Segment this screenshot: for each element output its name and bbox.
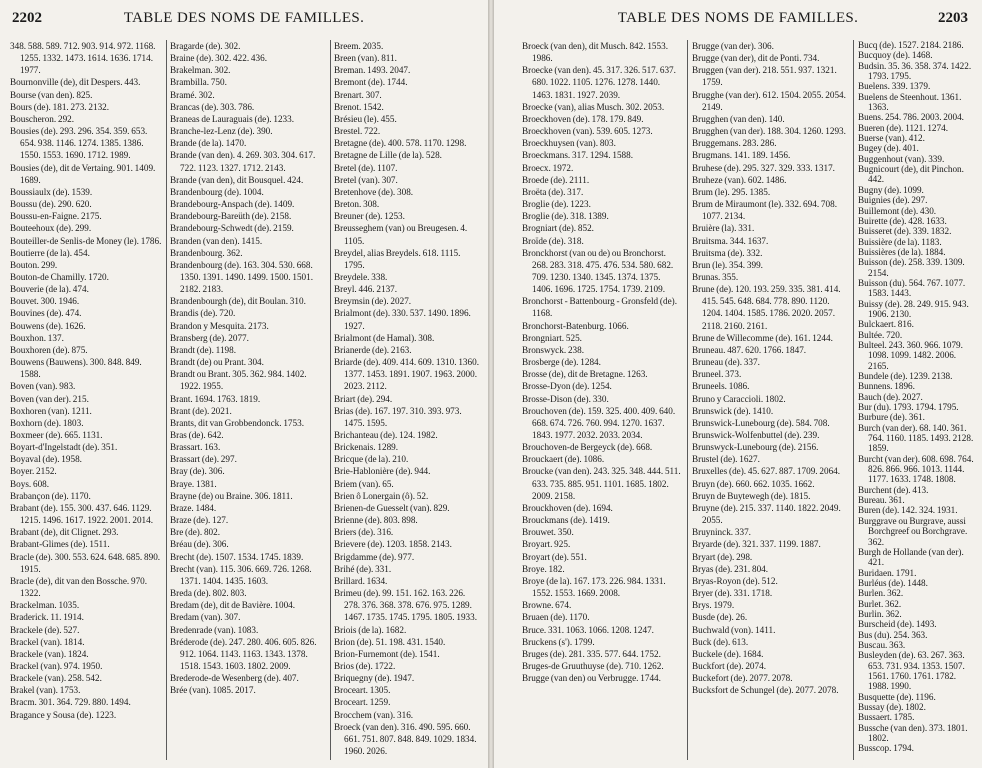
index-entry: Bouscheron. 292. <box>10 113 75 124</box>
index-entry: Bultée. 720. <box>858 329 903 340</box>
right-page-header <box>494 8 982 32</box>
index-entry: Bucq (de). 1527. 2184. 2186. <box>858 40 964 50</box>
index-entry: Brimeu (de). 99. 151. 162. 163. 226. 278. 376. 368. 378. 676. 975. 1289. 1467. 1735. 1745. 1795. 1805. 1933. <box>334 588 478 623</box>
index-entry: Boxhoren (van). 1211. <box>10 405 92 416</box>
index-entry: Bunnens. 1896. <box>858 381 915 392</box>
index-entry: Brecht (de). 1507. 1534. 1745. 1839. <box>170 551 304 562</box>
index-entry: Boussu (de). 290. 620. <box>10 199 92 210</box>
index-entry: Brienne (de). 803. 898. <box>334 515 418 526</box>
index-column <box>334 40 482 762</box>
index-entry: Brackele (van). 1824. <box>10 648 89 659</box>
index-entry: Brassart. 163. <box>170 442 221 453</box>
right-page-title: TABLE DES NOMS DE FAMILLES. <box>617 10 859 26</box>
index-entry: Brayne (de) ou Braine. 306. 1811. <box>170 490 293 501</box>
index-entry: Bussche (van den). 373. 1801. 1802. <box>858 722 968 744</box>
index-entry: Brackele (de). 527. <box>10 624 80 635</box>
index-entry: Brackel (van). 1814. <box>10 636 85 647</box>
index-entry: Brakel (van). 1753. <box>10 685 81 696</box>
index-entry: Braine (de). 302. 422. 436. <box>170 53 267 64</box>
index-entry: Brosse-Dyon (de). 1254. <box>522 381 612 392</box>
index-entry: Bugny (de). 1099. <box>858 184 924 195</box>
index-entry: Brugge (van der), dit de Ponti. 734. <box>692 53 820 64</box>
index-entry: Brion-Furnemont (de). 1541. <box>334 648 440 659</box>
index-entry: Bruggemans. 283. 286. <box>692 138 777 149</box>
index-entry: Bueren (de). 1121. 1274. <box>858 122 949 133</box>
index-entry: Bouton-de Chamilly. 1720. <box>10 271 109 282</box>
index-entry: Bouverie (de la). 474. <box>10 284 89 295</box>
index-entry: Bracm. 301. 364. 729. 880. 1494. <box>10 697 131 708</box>
index-entry: Bragarde (de). 302. <box>170 41 241 51</box>
index-entry: Bre (de). 802. <box>170 527 221 538</box>
index-entry: Budsin. 35. 36. 358. 374. 1422. 1793. 1795. <box>858 60 972 82</box>
index-entry: Bronckhorst (van ou de) ou Bronchorst. 268. 283. 318. 475. 476. 534. 580. 682. 709. 1230. 1340. 1345. 1374. 1375. 1406. 1696. 1725. 1754. 1739. 2109. <box>522 247 674 295</box>
index-entry: Bouwens (de). 1626. <box>10 320 86 331</box>
index-entry: Broeckhuysen (van). 803. <box>522 138 616 149</box>
index-entry: Breda (de). 802. 803. <box>170 588 247 599</box>
index-entry: Buchwald (von). 1411. <box>692 624 776 635</box>
index-entry: Braye. 1381. <box>170 478 217 489</box>
index-entry: Brichanteau (de). 124. 1982. <box>334 430 438 440</box>
index-entry: Broye (de la). 167. 173. 226. 984. 1331. 1552. 1553. 1669. 2008. <box>522 575 666 599</box>
index-entry: Burlin. 362. <box>858 608 902 619</box>
index-entry: Brackel (van). 974. 1950. <box>10 660 103 671</box>
index-entry: Boven (van der). 215. <box>10 393 89 404</box>
index-entry: Broeck (van den), dit Musch. 842. 1553. 1986. <box>522 41 669 64</box>
index-entry: Burscheid (de). 1493. <box>858 619 937 630</box>
index-entry: Bournonville (de), dit Despers. 443. <box>10 77 141 88</box>
index-entry: Burgh de Hollande (van der). 421. <box>858 546 964 568</box>
index-entry: Buignies (de). 297. <box>858 195 928 206</box>
index-entry: Bruneau (de). 337. <box>692 357 760 368</box>
index-entry: Breem. 2035. <box>334 41 384 51</box>
index-entry: Braze (de). 127. <box>170 515 229 526</box>
index-entry: Bretagne de Lille (de la). 528. <box>334 150 442 161</box>
index-entry: Bramé. 302. <box>170 89 215 100</box>
index-entry: Brunswick (de). 1410. <box>692 405 774 416</box>
index-entry: Brenart. 307. <box>334 89 382 100</box>
index-entry: Bussay (de). 1802. <box>858 702 926 712</box>
index-entry: Brakelman. 302. <box>170 65 231 76</box>
index-entry: Brackelman. 1035. <box>10 600 80 611</box>
index-entry: Broyart. 925. <box>522 539 571 550</box>
column-divider <box>687 40 688 760</box>
index-entry: Buckele (de). 1684. <box>692 648 764 659</box>
index-entry: Bruno y Caraccioli. 1802. <box>692 393 786 404</box>
index-entry: Broceart. 1305. <box>334 685 391 696</box>
index-entry: Broëta (de). 317. <box>522 186 584 197</box>
index-entry: Brigdamme (de). 977. <box>334 551 415 562</box>
index-entry: Buridaen. 1791. <box>858 567 917 578</box>
index-entry: Bruneels. 1086. <box>692 381 750 392</box>
index-entry: Bray (de). 306. <box>170 466 225 477</box>
index-entry: Broecx. 1972. <box>522 162 574 173</box>
index-entry: Buck (de). 613. <box>692 636 749 647</box>
index-entry: Bronchorst - Battenbourg - Gronsfeld (de). 1168. <box>522 296 678 319</box>
index-entry: Brande (de la). 1470. <box>170 138 247 149</box>
index-entry: Broeckmans. 317. 1294. 1588. <box>522 150 634 161</box>
index-entry: Brun (le). 354. 399. <box>692 259 763 270</box>
index-entry: Brys. 1979. <box>692 600 735 611</box>
index-entry: Brillard. 1634. <box>334 575 388 586</box>
index-column <box>522 40 682 762</box>
index-entry: Bryarde (de). 321. 337. 1199. 1887. <box>692 539 821 550</box>
index-entry: Brésieu (le). 455. <box>334 113 397 124</box>
index-entry: Bureau. 361. <box>858 495 905 506</box>
index-entry: Bruges (de). 281. 335. 577. 644. 1752. <box>522 648 661 659</box>
index-entry: Bruheze (van). 602. 1486. <box>692 174 787 185</box>
index-entry: Bruxelles (de). 45. 627. 887. 1709. 2064. <box>692 466 841 477</box>
index-entry: Bruyn de Buytewegh (de). 1815. <box>692 490 811 501</box>
index-entry: Broyart (de). 551. <box>522 551 587 562</box>
index-entry: Bouton. 299. <box>10 259 58 270</box>
index-entry: Buisson (de). 258. 339. 1309. 2154. <box>858 257 965 278</box>
index-entry: Boyer. 2152. <box>10 466 57 477</box>
index-entry: Boxhorn (de). 1803. <box>10 417 84 428</box>
index-entry: Bur (du). 1793. 1794. 1795. <box>858 402 959 413</box>
left-page-title: TABLE DES NOMS DE FAMILLES. <box>123 10 365 26</box>
index-entry: Bruière (la). 331. <box>692 223 755 234</box>
index-entry: Brandt (de). 1198. <box>170 344 237 355</box>
index-entry: Brongniart. 525. <box>522 332 582 343</box>
index-entry: Browne. 674. <box>522 600 572 611</box>
index-entry: Brune (de). 120. 193. 259. 335. 381. 414. 415. 545. 648. 684. 778. 890. 1120. 1204. 1404. 1585. 1786. 2020. 2057. 2118. 2160. 2161. <box>692 284 841 331</box>
index-entry: Buckfort (de). 2074. <box>692 660 767 671</box>
index-entry: Bauch (de). 2027. <box>858 391 923 402</box>
index-entry: Breton. 308. <box>334 199 380 210</box>
index-entry: Brenot. 1542. <box>334 101 384 112</box>
index-entry: Bugnicourt (de), dit Pinchon. 442. <box>858 164 964 185</box>
index-entry: Brée (van). 1085. 2017. <box>170 685 256 696</box>
index-entry: Bredenrade (van). 1083. <box>170 624 259 635</box>
index-entry: Brugge (van der). 306. <box>692 41 774 51</box>
index-entry: Bruitsma. 344. 1637. <box>692 235 769 246</box>
index-entry: Broceart. 1259. <box>334 697 391 708</box>
index-entry: Breuner (de). 1253. <box>334 211 405 222</box>
index-entry: Brouchoven (de). 159. 325. 400. 409. 640. 668. 674. 726. 760. 994. 1270. 1637. 1843. 1977. 2032. 2033. 2034. <box>522 405 676 440</box>
index-entry: Boussiaulx (de). 1539. <box>10 186 93 197</box>
index-entry: Bruce. 331. 1063. 1066. 1208. 1247. <box>522 624 654 635</box>
index-entry: Bouwens (Bauwens). 300. 848. 849. 1588. <box>10 357 142 380</box>
index-entry: Burcht (van der). 608. 698. 764. 826. 866. 966. 1013. 1144. 1177. 1633. 1748. 1808. <box>858 453 974 485</box>
index-entry: Braze. 1484. <box>170 502 217 513</box>
left-page-header <box>0 8 488 32</box>
index-entry: Breen (van). 811. <box>334 53 397 64</box>
index-entry: Bryart (de). 298. <box>692 551 753 562</box>
index-entry: Broede (de). 2111. <box>522 174 590 185</box>
index-entry: Brandenbourg (de). 1004. <box>170 186 264 197</box>
index-entry: Brant. 1694. 1763. 1819. <box>170 393 261 404</box>
index-entry: Boutierre (de la). 454. <box>10 247 90 258</box>
index-entry: Bryer (de). 331. 1718. <box>692 588 773 599</box>
index-entry: Brabant (de). 155. 300. 437. 646. 1129. 1215. 1496. 1617. 1922. 2001. 2014. <box>10 502 154 526</box>
index-entry: Bousies (de), dit de Vertaing. 901. 1409. 1689. <box>10 162 156 185</box>
index-entry: Brandenbourg. 362. <box>170 247 243 258</box>
index-entry: Buissière (de la). 1183. <box>858 236 942 247</box>
index-entry: Boys. 608. <box>10 478 50 489</box>
index-entry: Bracle (de), dit van den Bossche. 970. 1322. <box>10 575 148 599</box>
index-entry: Breydel, alias Breydels. 618. 1115. 1795. <box>334 247 461 270</box>
index-entry: Bouvines (de). 474. <box>10 308 82 319</box>
index-entry: Bruhese (de). 295. 327. 329. 333. 1317. <box>692 162 835 173</box>
index-entry: Bulckaert. 816. <box>858 319 914 330</box>
right-page <box>494 0 982 768</box>
index-entry: Brackele (van). 258. 542. <box>10 673 102 684</box>
index-entry: Bucksfort de Schungel (de). 2077. 2078. <box>692 685 839 696</box>
index-entry: Buggenhout (van). 339. <box>858 153 945 164</box>
index-entry: Brecht (van). 115. 306. 669. 726. 1268. 1371. 1404. 1435. 1603. <box>170 563 312 586</box>
index-entry: Brihé (de). 331. <box>334 563 392 574</box>
index-entry: Bretel (van). 307. <box>334 174 398 185</box>
index-entry: Brianerde (de). 2163. <box>334 344 412 355</box>
index-entry: Buisson (du). 564. 767. 1077. 1583. 1443. <box>858 277 966 299</box>
index-entry: Buissy (de). 28. 249. 915. 943. 1906. 2130. <box>858 298 969 319</box>
index-entry: Bulteel. 243. 360. 966. 1079. 1098. 1099. 1482. 2006. 2165. <box>858 339 963 371</box>
index-entry: Brancas (de). 303. 786. <box>170 101 255 112</box>
index-entry: Buissières (de la). 1884. <box>858 246 946 257</box>
index-entry: Burggrave ou Burgrave, aussi Borchgreef ou Borchgrave. 362. <box>858 515 968 547</box>
column-divider <box>853 40 854 760</box>
index-entry: Brion (de). 51. 198. 431. 1540. <box>334 636 446 647</box>
index-entry: Brabant (de), dit Clignet. 293. <box>10 527 119 538</box>
index-entry: Broucke (van den). 243. 325. 348. 444. 511. 633. 735. 885. 951. 1101. 1685. 1802. 2009. 2158. <box>522 466 681 501</box>
index-entry: Buisseret (de). 339. 1832. <box>858 226 952 237</box>
index-entry: Bredam (van). 307. <box>170 612 241 623</box>
left-page <box>0 0 488 768</box>
index-entry: Bragance y Sousa (de). 1223. <box>10 709 117 720</box>
index-entry: Burlet. 362. <box>858 598 902 609</box>
index-entry: Brunswick-Lunebourg (de). 584. 708. <box>692 417 830 428</box>
index-entry: Brugghen (van der). 188. 304. 1260. 1293. <box>692 126 846 137</box>
index-entry: Bousies (de). 293. 296. 354. 359. 653. 654. 938. 1146. 1274. 1385. 1386. 1550. 1553. 1690. 1712. 1989. <box>10 126 148 161</box>
index-entry: Buren (de). 142. 324. 1931. <box>858 505 958 516</box>
index-entry: Bourse (van den). 825. <box>10 89 93 100</box>
index-entry: Brievere (de). 1203. 1858. 2143. <box>334 539 452 550</box>
column-divider <box>330 40 331 760</box>
index-entry: Braneas de Lauraguais (de). 1233. <box>170 113 295 124</box>
index-entry: Bouteiller-de Senlis-de Money (le). 1786. <box>10 235 162 246</box>
index-entry: Busleyden (de). 63. 267. 363. 653. 731. 934. 1353. 1507. 1561. 1760. 1761. 1782. 1988. 1990. <box>858 650 965 692</box>
index-entry: Brants, dit van Grobbendonck. 1753. <box>170 417 305 428</box>
index-entry: Bundele (de). 1239. 2138. <box>858 371 953 381</box>
index-entry: Brum de Miraumont (le). 332. 694. 708. 1077. 2134. <box>692 199 838 222</box>
index-entry: Broecke (van), alias Musch. 302. 2053. <box>522 101 665 112</box>
index-entry: Breymsin (de). 2027. <box>334 296 412 307</box>
index-entry: Bruges-de Gruuthuyse (de). 710. 1262. <box>522 660 664 671</box>
index-entry: Brickenais. 1289. <box>334 442 399 453</box>
index-entry: Buelens de Steenhout. 1361. 1363. <box>858 91 962 113</box>
index-entry: Bryas-Royon (de). 512. <box>692 575 778 586</box>
index-entry: Bréderode (de). 247. 280. 406. 605. 826. 912. 1064. 1143. 1163. 1343. 1378. 1518. 1543. 1603. 1802. 2009. <box>170 636 317 671</box>
index-entry: 348. 588. 589. 712. 903. 914. 972. 1168. 1255. 1332. 1473. 1614. 1636. 1714. 1977. <box>10 41 156 76</box>
index-entry: Brugghe (van der). 612. 1504. 2055. 2054. 2149. <box>692 89 846 112</box>
index-entry: Breyl. 446. 2137. <box>334 284 398 295</box>
index-entry: Brassart (de). 297. <box>170 454 237 465</box>
index-entry: Bussaert. 1785. <box>858 712 915 723</box>
index-entry: Brunswyck-Lunebourg (de). 2156. <box>692 442 819 453</box>
index-entry: Brandebourg-Anspach (de). 1409. <box>170 199 295 210</box>
index-entry: Brandon y Mesquita. 2173. <box>170 320 269 331</box>
index-entry: Brugghen (van den). 140. <box>692 113 785 124</box>
index-entry: Brune de Willecomme (de). 161. 1244. <box>692 332 833 343</box>
index-entry: Bruneau. 487. 620. 1766. 1847. <box>692 344 807 355</box>
index-entry: Bucquoy (de). 1468. <box>858 50 933 61</box>
index-column <box>170 40 326 762</box>
index-entry: Burlen. 362. <box>858 588 904 599</box>
index-entry: Bruyninck. 337. <box>692 527 751 538</box>
index-entry: Brias (de). 167. 197. 310. 393. 973. 1475. 1595. <box>334 405 462 428</box>
index-entry: Bruaen (de). 1170. <box>522 612 590 623</box>
index-entry: Bretel (de). 1107. <box>334 162 398 173</box>
index-entry: Bredam (de), dit de Bavière. 1004. <box>170 600 296 611</box>
index-entry: Brant (de). 2021. <box>170 405 232 416</box>
index-entry: Burbure (de). 361. <box>858 412 925 423</box>
index-entry: Briart (de). 294. <box>334 393 393 404</box>
index-entry: Brestel. 722. <box>334 126 381 137</box>
index-entry: Boussu-en-Faigne. 2175. <box>10 211 102 222</box>
index-entry: Brogniart (de). 852. <box>522 223 594 234</box>
index-entry: Bremont (de). 1744. <box>334 77 408 88</box>
index-entry: Brialmont (de Hamal). 308. <box>334 332 435 343</box>
index-entry: Boyaval (de). 1958. <box>10 454 82 465</box>
index-entry: Bruyn (de). 660. 662. 1035. 1662. <box>692 478 815 489</box>
index-entry: Buillemont (de). 430. <box>858 205 937 216</box>
index-entry: Boxmeer (de). 665. 1131. <box>10 430 103 440</box>
left-page-number: 2202 <box>12 10 42 26</box>
index-entry: Brouckhoven (de). 1694. <box>522 502 613 513</box>
index-entry: Bronchorst-Batenburg. 1066. <box>522 320 629 331</box>
index-entry: Bouteehoux (de). 299. <box>10 223 92 234</box>
index-entry: Buirette (de). 428. 1633. <box>858 215 947 226</box>
index-entry: Brandt (de) ou Prant. 304. <box>170 357 264 368</box>
index-entry: Brandis (de). 720. <box>170 308 236 319</box>
index-entry: Brabançon (de). 1170. <box>10 490 91 501</box>
index-entry: Broecke (van den). 45. 317. 326. 517. 637. 680. 1022. 1105. 1276. 1278. 1440. 1463. 1831. 1927. 2039. <box>522 65 676 100</box>
index-entry: Brandebourg-Schwedt (de). 2159. <box>170 223 294 234</box>
index-entry: Braderick. 11. 1914. <box>10 612 84 623</box>
index-entry: Brouwet. 350. <box>522 527 574 538</box>
column-divider <box>166 40 167 760</box>
index-entry: Bouxhoren (de). 875. <box>10 344 88 355</box>
index-entry: Broeckhoven (de). 178. 179. 849. <box>522 113 644 124</box>
index-entry: Brandebourg-Bareüth (de). 2158. <box>170 211 292 222</box>
index-entry: Bruneel. 373. <box>692 369 742 380</box>
index-entry: Brouckaert (de). 1086. <box>522 454 605 465</box>
index-entry: Brustel (de). 1627. <box>692 454 760 465</box>
index-entry: Bruggen (van der). 218. 551. 937. 1321. 1759. <box>692 65 837 88</box>
index-entry: Buelens. 339. 1379. <box>858 81 931 92</box>
index-entry: Bus (du). 254. 363. <box>858 629 928 640</box>
index-entry: Bours (de). 181. 273. 2132. <box>10 101 110 112</box>
index-entry: Brosse-Dison (de). 330. <box>522 393 609 404</box>
index-entry: Bruyne (de). 215. 337. 1140. 1822. 2049. 2055. <box>692 502 841 526</box>
index-entry: Bras (de). 642. <box>170 430 224 440</box>
index-entry: Brien ô Lonergain (ô). 52. <box>334 490 429 501</box>
index-entry: Broïde (de). 318. <box>522 235 584 246</box>
index-entry: Brande (van den), dit Bousquel. 424. <box>170 174 304 185</box>
index-column <box>858 40 978 762</box>
index-entry: Busde (de). 26. <box>692 612 748 623</box>
index-entry: Brios (de). 1722. <box>334 660 396 671</box>
index-entry: Buscau. 363. <box>858 639 906 650</box>
index-entry: Brabant-Glimes (de). 1511. <box>10 539 110 550</box>
index-entry: Brande (van den). 4. 269. 303. 304. 617. 722. 1123. 1327. 1712. 2143. <box>170 150 316 173</box>
index-entry: Breydele. 338. <box>334 271 388 282</box>
index-entry: Burch (van der). 68. 140. 361. 764. 1160. 1185. 1493. 2128. 1859. <box>858 422 974 454</box>
index-entry: Bretenhove (de). 308. <box>334 186 414 197</box>
index-column <box>692 40 848 762</box>
index-entry: Brouckmans (de). 1419. <box>522 515 610 526</box>
index-entry: Brie-Hablonière (de). 944. <box>334 466 431 477</box>
index-entry: Buerse (van). 412. <box>858 133 925 144</box>
index-entry: Bouvet. 300. 1946. <box>10 296 80 307</box>
index-entry: Broeck (van den). 316. 490. 595. 660. 661. 751. 807. 848. 849. 1029. 1834. 1960. 2026. <box>334 721 477 757</box>
index-entry: Bouxhon. 137. <box>10 332 64 343</box>
index-entry: Brandenbourgh (de), dit Boulan. 310. <box>170 296 306 307</box>
index-entry: Branche-lez-Lenz (de). 390. <box>170 126 273 137</box>
index-entry: Broglie (de). 1223. <box>522 199 591 210</box>
index-entry: Bréau (de). 306. <box>170 539 229 550</box>
index-entry: Busscop. 1794. <box>858 743 914 754</box>
index-entry: Burléus (de). 1448. <box>858 577 928 588</box>
index-entry: Briquegny (de). 1947. <box>334 673 415 684</box>
index-entry: Buckefort (de). 2077. 2078. <box>692 673 793 684</box>
index-entry: Branden (van den). 1415. <box>170 235 263 246</box>
index-entry: Broeckhoven (van). 539. 605. 1273. <box>522 126 653 137</box>
index-entry: Bricque (de la). 210. <box>334 454 409 465</box>
index-column <box>10 40 162 762</box>
index-entry: Buens. 254. 786. 2003. 2004. <box>858 112 964 123</box>
index-entry: Burchent (de). 413. <box>858 484 929 495</box>
index-entry: Brunas. 355. <box>692 271 739 282</box>
index-entry: Brugmans. 141. 189. 1456. <box>692 150 791 161</box>
index-entry: Bruitsma (de). 332. <box>692 247 763 258</box>
index-entry: Boven (van). 983. <box>10 381 76 392</box>
index-entry: Bugey (de). 401. <box>858 143 919 154</box>
index-entry: Bretagne (de). 400. 578. 1170. 1298. <box>334 138 467 149</box>
index-entry: Bracle (de). 300. 553. 624. 648. 685. 890. 1915. <box>10 551 161 574</box>
index-entry: Briarde (de). 409. 414. 609. 1310. 1360. 1377. 1453. 1891. 1907. 1963. 2000. 2023. 2112. <box>334 357 479 392</box>
index-entry: Brum (le). 295. 1385. <box>692 186 771 197</box>
right-page-number: 2203 <box>938 10 968 26</box>
index-entry: Briois (de la). 1682. <box>334 624 407 635</box>
index-entry: Broye. 182. <box>522 563 565 574</box>
index-entry: Brugge (van den) ou Verbrugge. 1744. <box>522 673 661 684</box>
index-entry: Broglie (de). 318. 1389. <box>522 211 609 222</box>
index-entry: Brosse (de), dit de Bretagne. 1263. <box>522 369 648 380</box>
index-entry: Brandenbourg (de). 163. 304. 530. 668. 1350. 1391. 1490. 1499. 1500. 1501. 2182. 2183. <box>170 259 314 295</box>
index-entry: Busquette (de). 1196. <box>858 691 936 702</box>
index-entry: Brambilla. 750. <box>170 77 227 88</box>
index-entry: Brienen-de Guesselt (van). 829. <box>334 502 450 513</box>
index-entry: Brandt ou Brant. 305. 362. 984. 1402. 1922. 1955. <box>170 369 307 392</box>
index-entry: Brocchem (van). 316. <box>334 709 414 720</box>
index-entry: Bryas (de). 231. 804. <box>692 563 769 574</box>
index-entry: Briem (van). 65. <box>334 478 394 489</box>
index-entry: Brosberge (de). 1284. <box>522 357 601 368</box>
index-entry: Brouchoven-de Bergeyck (de). 668. <box>522 442 653 453</box>
index-entry: Bransberg (de). 2077. <box>170 332 249 343</box>
index-entry: Breusseghem (van) ou Breugesen. 4. 1105. <box>334 223 468 246</box>
index-entry: Briers (de). 316. <box>334 527 394 538</box>
index-entry: Brunswick-Wolfenbuttel (de). 239. <box>692 430 820 440</box>
index-entry: Breman. 1493. 2047. <box>334 65 411 76</box>
index-entry: Brialmont (de). 330. 537. 1490. 1896. 1927. <box>334 308 471 331</box>
index-entry: Bruckens (s'). 1799. <box>522 636 595 647</box>
index-entry: Bronswyck. 238. <box>522 344 585 355</box>
index-entry: Boyart-d'Ingelstadt (de). 351. <box>10 442 118 453</box>
index-entry: Brederode-de Wesenberg (de). 407. <box>170 673 299 684</box>
